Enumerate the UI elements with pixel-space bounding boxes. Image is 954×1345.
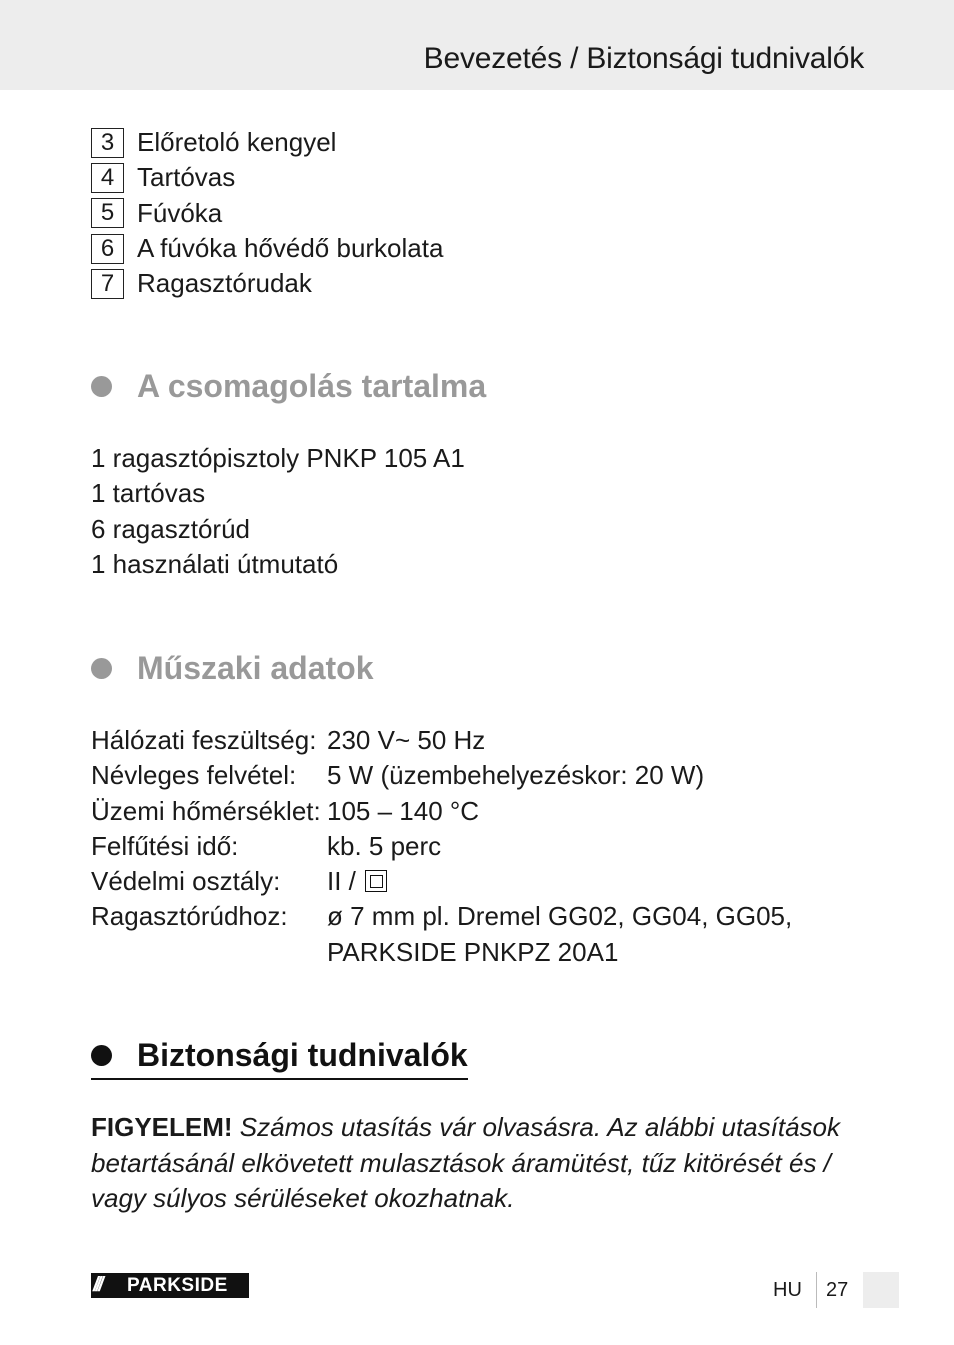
spec-label: Ragasztórúdhoz: [91, 901, 288, 932]
double-insulation-icon [365, 870, 387, 892]
list-item: 1 ragasztópisztoly PNKP 105 A1 [91, 443, 465, 473]
warning-label: FIGYELEM! [91, 1112, 233, 1142]
footer-language: HU [773, 1279, 802, 1301]
table-row [91, 864, 792, 899]
table-row [91, 829, 792, 864]
spec-value: 230 V~ 50 Hz [327, 725, 486, 755]
spec-value-protection-class [327, 864, 792, 899]
table-row [91, 899, 792, 934]
technical-specs-table [91, 723, 792, 970]
protection-class-text: II / [327, 866, 364, 897]
spec-value: 5 W (üzembehelyezéskor: 20 W) [327, 760, 705, 791]
section-title: A csomagolás tartalma [137, 368, 487, 404]
part-number-box: 3 [91, 128, 124, 158]
footer-corner-box [863, 1272, 899, 1308]
section-heading-safety [91, 1037, 468, 1080]
table-row [91, 723, 792, 758]
section-heading-specs [91, 650, 374, 687]
logo-text: PARKSIDE [127, 1274, 228, 1296]
parkside-logo [91, 1273, 249, 1298]
spec-label: Hálózati feszültség: [91, 725, 317, 755]
section-title: Műszaki adatok [137, 650, 374, 686]
spec-value: ø 7 mm pl. Dremel GG02, GG04, GG05, [327, 901, 793, 932]
list-item: 6 ragasztórúd [91, 513, 250, 544]
warning-text: Számos utasítás vár olvasásra. Az alábbi utasítások betartásánál elkövetett mulasztások áramütést, tűz kitörését és / vagy súlyos sérüléseket okozhatnak. [91, 1112, 840, 1213]
footer-divider [816, 1272, 817, 1308]
list-item [91, 125, 443, 160]
table-row [91, 758, 792, 793]
spec-label: Névleges felvétel: [91, 760, 297, 791]
spec-value: 105 – 140 °C [327, 795, 480, 826]
part-number-box: 6 [91, 234, 124, 264]
page-number: 27 [826, 1279, 849, 1301]
spec-label: Védelmi osztály: [91, 866, 281, 897]
list-item: 1 használati útmutató [91, 548, 339, 579]
warning-paragraph [91, 1110, 871, 1217]
part-number-box: 4 [91, 163, 124, 193]
list-item [91, 231, 443, 266]
part-label: A fúvóka hővédő burkolata [137, 233, 444, 264]
bullet-icon [91, 376, 112, 397]
package-contents-list [91, 441, 465, 582]
list-item [91, 160, 443, 195]
part-number-box: 7 [91, 269, 124, 299]
list-item [91, 266, 443, 301]
bullet-icon [91, 1045, 112, 1066]
part-label: Tartóvas [137, 162, 236, 193]
logo-stripes-icon: /// [93, 1274, 101, 1296]
header-band [0, 0, 954, 90]
list-item [91, 196, 443, 231]
section-title: Biztonsági tudnivalók [137, 1037, 468, 1073]
spec-label: Üzemi hőmérséklet: [91, 795, 321, 826]
section-heading-contents [91, 368, 486, 405]
spec-value: kb. 5 perc [327, 830, 442, 861]
bullet-icon [91, 658, 112, 679]
spec-label: Felfűtési idő: [91, 830, 239, 861]
spec-value-continuation: PARKSIDE PNKPZ 20A1 [327, 936, 619, 967]
part-label: Fúvóka [137, 197, 223, 228]
part-label: Előretoló kengyel [137, 127, 337, 158]
parts-list [91, 125, 443, 301]
list-item: 1 tartóvas [91, 478, 206, 509]
page-title: Bevezetés / Biztonsági tudnivalók [423, 42, 864, 75]
part-label: Ragasztórudak [137, 268, 312, 299]
part-number-box: 5 [91, 198, 124, 228]
table-row [91, 794, 792, 829]
